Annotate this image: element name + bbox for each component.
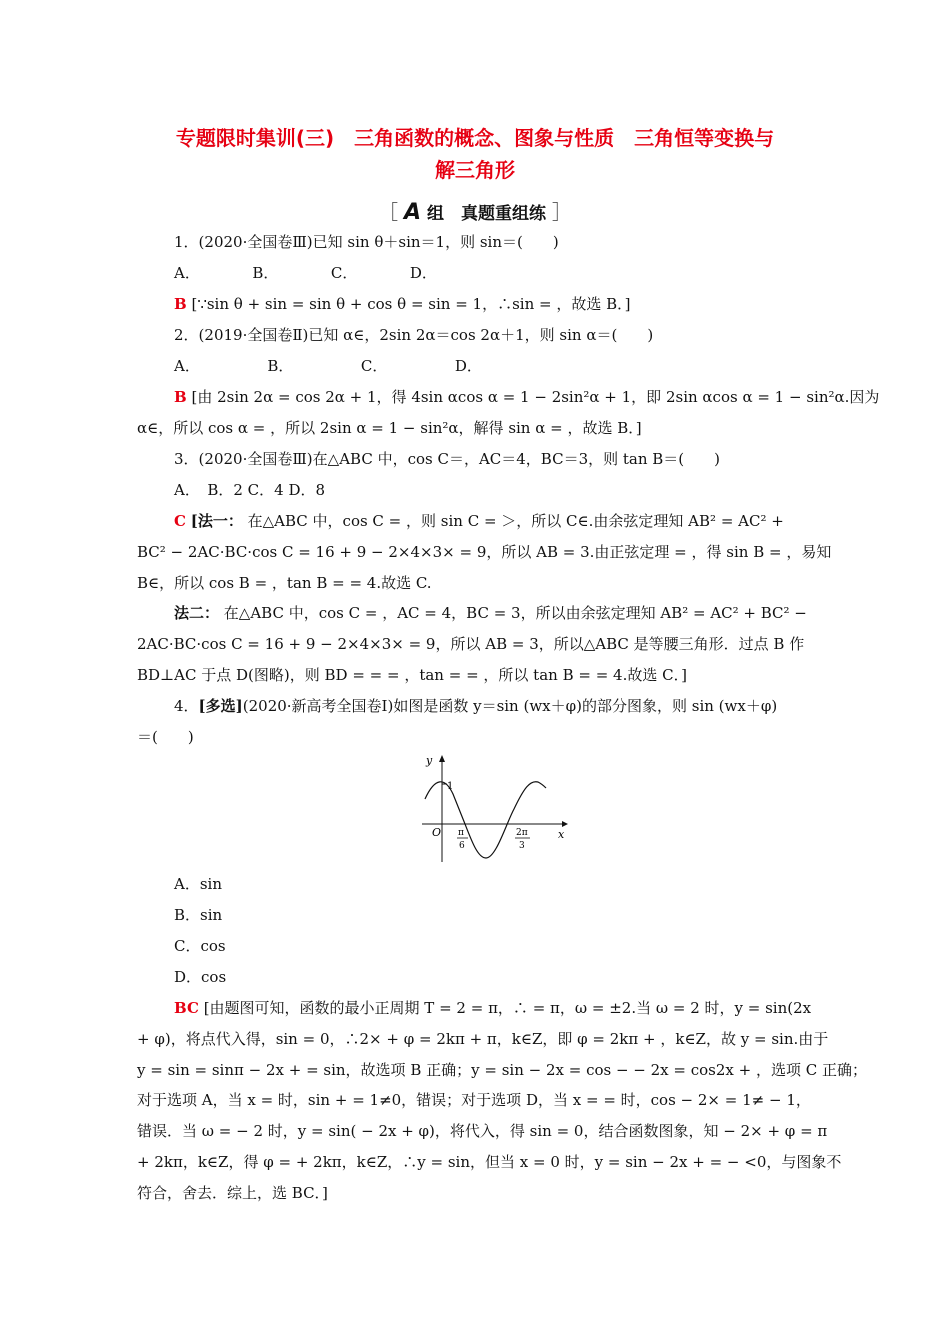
- q4-explain-2: + φ)，将点代入得，sin = 0，∴2× + φ = 2kπ + π，k∈Z，即 φ = 2kπ + ，k∈Z，故 y = sin.由于: [137, 1030, 829, 1048]
- q4-multi-tag: [多选]: [198, 697, 243, 715]
- q4-explain-1: [由题图可知，函数的最小正周期 T = 2 = π，∴ = π，ω = ±2.当 ω = 2 时，y = sin(2x: [203, 999, 812, 1017]
- q1-answer: B: [174, 295, 187, 313]
- q2-solution: [174, 387, 880, 407]
- q3-method1-label: [法一：: [190, 512, 243, 530]
- q2-answer: B: [174, 388, 187, 406]
- q4-explain-3: y = sin = sinπ − 2x + = sin，故选项 B 正确；y = sin − 2x = cos − − 2x = cos2x + ，选项 C 正确；: [137, 1061, 867, 1079]
- q1-options: A． B． C． D．: [174, 264, 437, 282]
- page-title: [120, 122, 830, 186]
- q3-method2-line1: 在△ABC 中，cos C = ，AC = 4，BC = 3，所以由余弦定理知 AB² = AC² + BC² −: [223, 604, 807, 622]
- title-line-1: 专题限时集训(三) 三角函数的概念、图象与性质 三角恒等变换与: [175, 126, 775, 150]
- q4-stem-2: ＝( ): [137, 728, 194, 746]
- bracket-close: ］: [551, 200, 572, 224]
- q2-stem: 2．(2019·全国卷Ⅱ)已知 α∈，2sin 2α＝cos 2α＋1，则 sin α＝( ): [174, 326, 654, 344]
- q1-stem: 1．(2020·全国卷Ⅲ)已知 sin θ＋sin＝1，则 sin＝( ): [174, 233, 559, 251]
- q2-explain-1: [由 2sin 2α = cos 2α + 1，得 4sin αcos α = 1 − 2sin²α + 1，即 2sin αcos α = 1 − sin²α.因为: [191, 388, 880, 406]
- q4-option-c: C．cos: [174, 937, 226, 955]
- sine-graph-figure: [420, 752, 570, 864]
- q3-stem: 3．(2020·全国卷Ⅲ)在△ABC 中，cos C＝，AC＝4，BC＝3，则 tan B＝( ): [174, 450, 721, 468]
- x-tick-2pi3-den: 3: [519, 841, 525, 851]
- q3-method2-line2: 2AC·BC·cos C = 16 + 9 − 2×4×3× = 9，所以 AB = 3，所以△ABC 是等腰三角形．过点 B 作: [137, 635, 805, 653]
- q4-explain-5: 错误．当 ω = − 2 时，y = sin( − 2x + φ)，将代入，得 sin = 0，结合函数图象，知 − 2× + φ = π: [137, 1122, 828, 1140]
- x-axis-arrow: [562, 821, 568, 827]
- section-heading: [0, 196, 950, 225]
- q2-explain-2: α∈，所以 cos α = ，所以 2sin α = 1 − sin²α，解得 sin α = ，故选 B．]: [137, 419, 642, 437]
- bracket-open: ［: [378, 200, 399, 224]
- q3-options: A． B．2 C．4 D．8: [174, 481, 326, 499]
- title-line-2: 解三角形: [435, 158, 515, 182]
- q3-answer: C: [174, 512, 186, 530]
- x-axis-label: x: [558, 828, 565, 841]
- q2-options: A． B． C． D．: [174, 357, 482, 375]
- q4-solution: [174, 998, 852, 1018]
- q4-explain-7: 符合，舍去．综上，选 BC．]: [137, 1184, 328, 1202]
- q4-stem-1: 4．[多选](2020·新高考全国卷Ⅰ)如图是函数 y＝sin (wx＋φ)的部分图象，则 sin (wx＋φ): [174, 697, 778, 715]
- q4-stem-text: (2020·新高考全国卷Ⅰ)如图是函数 y＝sin (wx＋φ)的部分图象，则 sin (wx＋φ): [242, 697, 778, 715]
- y-tick-label-1: 1: [447, 781, 454, 792]
- q3-method1-line3: B∈，所以 cos B = ，tan B = = 4.故选 C.: [137, 574, 432, 592]
- x-tick-pi6-num: π: [458, 828, 464, 838]
- q4-answer: BC: [174, 999, 199, 1017]
- x-tick-2pi3-num: 2π: [516, 828, 528, 838]
- sine-curve: [425, 782, 546, 858]
- section-label: 组 真题重组练: [426, 204, 546, 224]
- q1-solution: [174, 294, 852, 314]
- q3-method1-line2: BC² − 2AC·BC·cos C = 16 + 9 − 2×4×3× = 9，所以 AB = 3.由正弦定理 = ，得 sin B = ，易知: [137, 543, 832, 561]
- q4-option-a: A．sin: [174, 875, 222, 893]
- x-tick-pi6-den: 6: [459, 841, 465, 851]
- q4-option-b: B．sin: [174, 906, 223, 924]
- q3-method2-label: 法二：: [174, 604, 220, 622]
- q4-option-d: D．cos: [174, 968, 227, 986]
- q3-method2-line3: BD⊥AC 于点 D(图略)，则 BD = = = ，tan = = ，所以 tan B = = 4.故选 C．]: [137, 666, 687, 684]
- q4-explain-6: + 2kπ，k∈Z，得 φ = + 2kπ，k∈Z，∴y = sin，但当 x = 0 时，y = sin − 2x + = − <0，与图象不: [137, 1153, 842, 1171]
- origin-label: O: [432, 826, 442, 839]
- q3-solution: [174, 511, 852, 531]
- q3-method1-line1: 在△ABC 中，cos C = ，则 sin C = ＞，所以 C∈.由余弦定理知 AB² = AC² +: [247, 512, 784, 530]
- section-letter: A: [404, 200, 422, 225]
- y-axis-label: y: [426, 754, 433, 767]
- q4-explain-4: 对于选项 A，当 x = 时，sin + = 1≠0，错误；对于选项 D，当 x = = 时，cos − 2× = 1≠ − 1，: [137, 1091, 811, 1109]
- q3-method2: [174, 603, 852, 623]
- q1-explain: [∵sin θ + sin = sin θ + cos θ = sin = 1，∴sin = ，故选 B．]: [191, 295, 631, 313]
- y-axis-arrow: [439, 755, 445, 762]
